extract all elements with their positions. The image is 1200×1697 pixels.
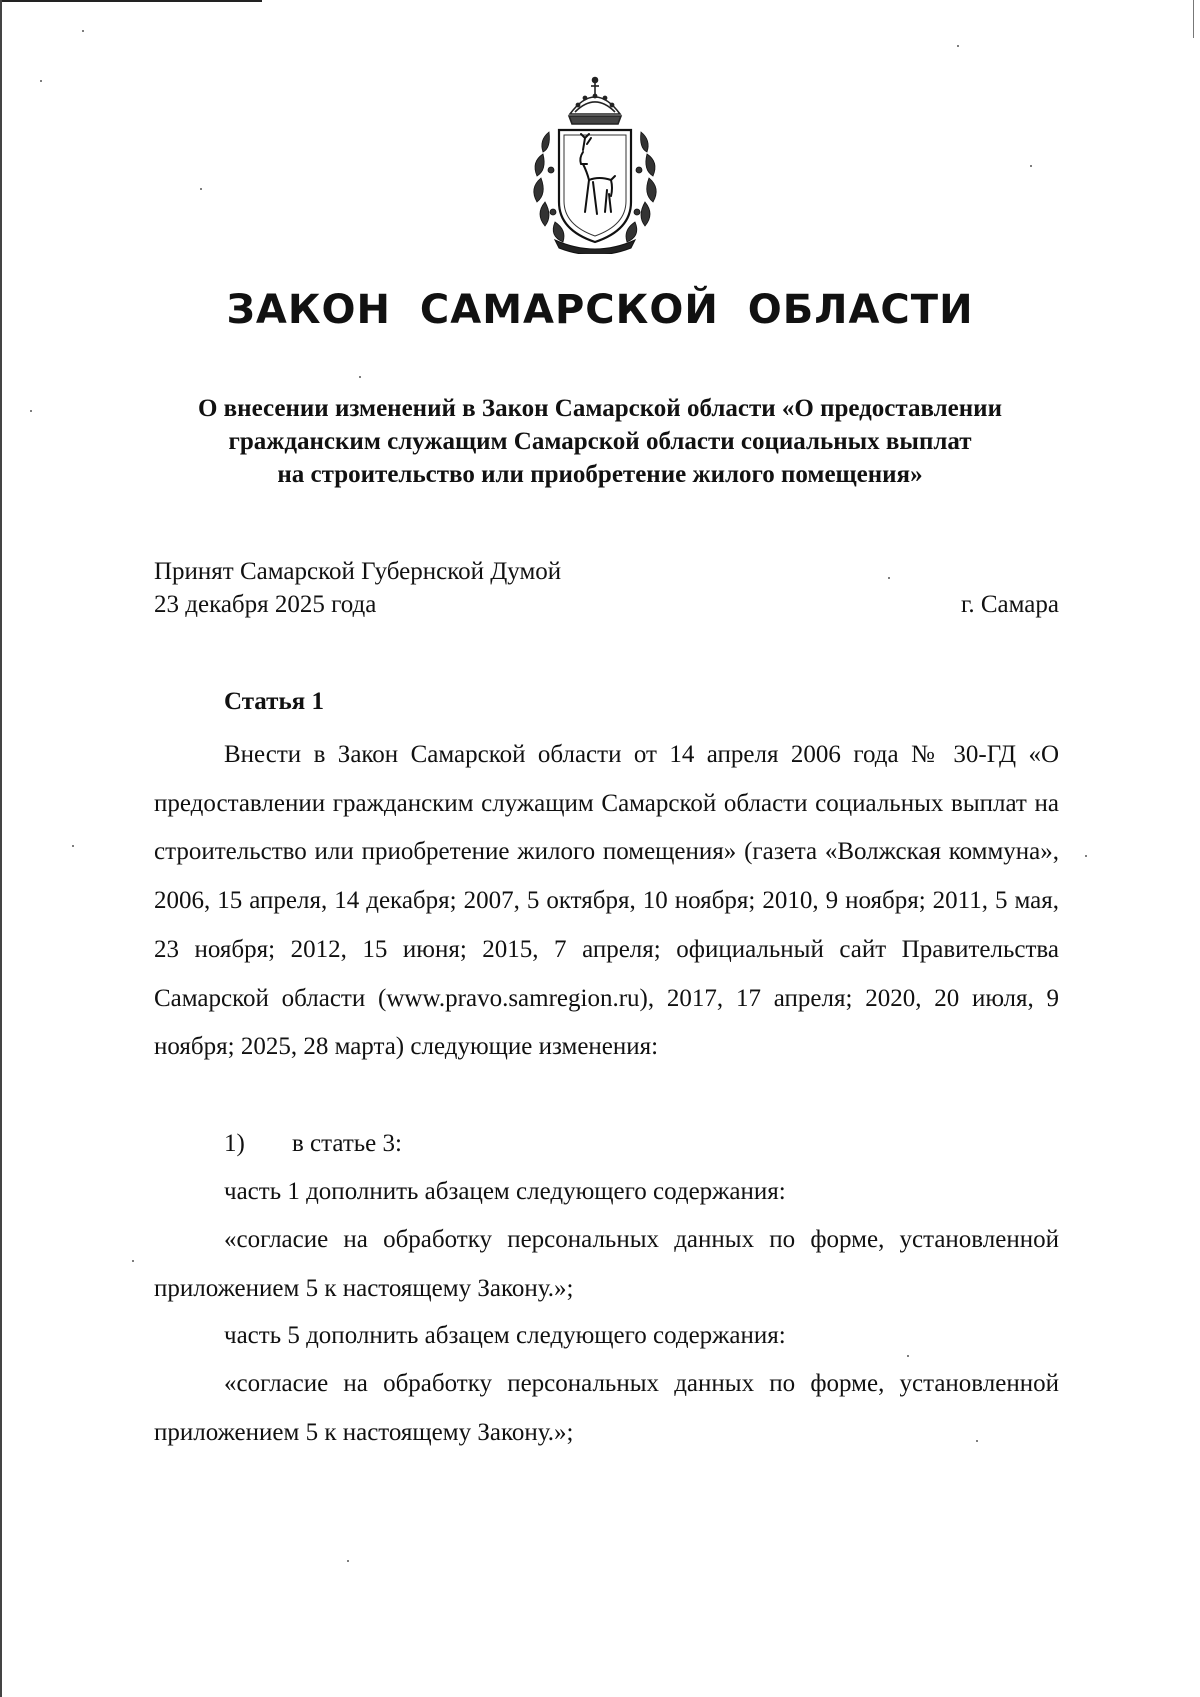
adopted-by: Принят Самарской Губернской Думой bbox=[154, 558, 562, 585]
article-heading: Статья 1 bbox=[224, 688, 324, 715]
item-number: 1) bbox=[224, 1130, 245, 1157]
scan-speck bbox=[72, 845, 74, 847]
scan-speck bbox=[1030, 165, 1032, 167]
scan-speck bbox=[132, 1260, 134, 1262]
amendment-paragraph: «согласие на обработку персональных данных по форме, установленной приложением 5 к настоящему Закону.»; bbox=[154, 1226, 1059, 1302]
amendment-paragraph: часть 1 дополнить абзацем следующего содержания: bbox=[224, 1178, 786, 1205]
scan-edge-right bbox=[1193, 0, 1194, 38]
scan-edge-top bbox=[0, 0, 262, 2]
item-text: в статье 3: bbox=[292, 1130, 402, 1157]
scan-speck bbox=[82, 30, 84, 32]
scan-speck bbox=[1085, 855, 1087, 857]
scan-speck bbox=[200, 188, 202, 190]
adoption-block bbox=[154, 555, 1059, 621]
law-title: ЗАКОН САМАРСКОЙ ОБЛАСТИ bbox=[226, 287, 974, 333]
scan-speck bbox=[347, 1560, 349, 1562]
subtitle-line: на строительство или приобретение жилого помещения» bbox=[277, 461, 923, 488]
law-subtitle bbox=[140, 392, 1060, 491]
scan-speck bbox=[40, 80, 42, 82]
adopted-date: 23 декабря 2025 года bbox=[154, 591, 377, 618]
city-name: г. Самара bbox=[960, 591, 1059, 618]
coat-of-arms-emblem bbox=[515, 72, 675, 254]
scan-edge-left bbox=[0, 0, 2, 1697]
amendment-item bbox=[224, 1120, 402, 1168]
scan-speck bbox=[957, 45, 959, 47]
subtitle-line: гражданским служащим Самарской области социальных выплат bbox=[228, 428, 972, 455]
adoption-info bbox=[154, 555, 1059, 621]
scan-speck bbox=[30, 410, 32, 412]
article-intro: Внести в Закон Самарской области от 14 апреля 2006 года № 30-ГД «О предоставлении гражданским служащим Самарской области социальных выплат на строительство или приобретение жилого помещения» (газета «Волжская коммуна», 2006, 15 апреля, 14 декабря; 2007, 5 октября, 10 ноября; 2010, 9 ноября; 2011, 5 мая, 23 ноября; 2012, 15 июня; 2015, 7 апреля; официальный сайт Правительства Самарской области (www.pravo.samregion.ru), 2017, 17 апреля; 2020, 20 июля, 9 ноября; 2025, 28 марта) следующие изменения: bbox=[154, 741, 1059, 1061]
amendment-paragraph: часть 5 дополнить абзацем следующего содержания: bbox=[224, 1322, 786, 1349]
amendment-paragraph: «согласие на обработку персональных данных по форме, установленной приложением 5 к настоящему Закону.»; bbox=[154, 1370, 1059, 1446]
subtitle-line: О внесении изменений в Закон Самарской области «О предоставлении bbox=[197, 395, 1002, 422]
scan-speck bbox=[359, 376, 361, 378]
